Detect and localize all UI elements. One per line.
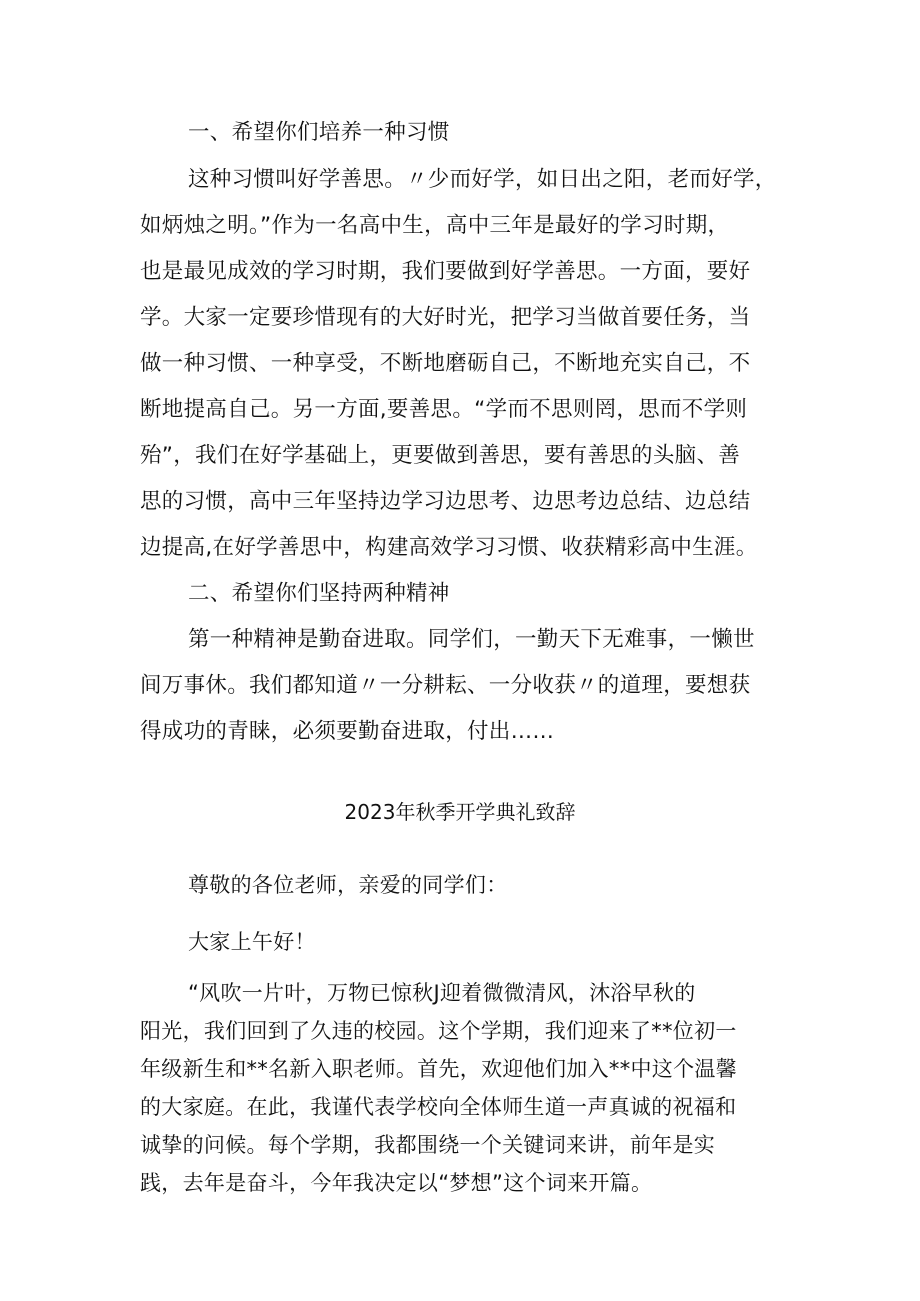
salutation: 尊敬的各位老师，亲爱的同学们：	[188, 873, 508, 897]
paragraph-line: 殆”，我们在好学基础上，更要做到善思，要有善思的头脑、善	[140, 443, 741, 468]
paragraph-line: 得成功的青睐，必须要勤奋进取，付出……	[140, 719, 555, 744]
paragraph-line: 也是最见成效的学习时期，我们要做到好学善思。一方面，要好	[140, 259, 751, 284]
paragraph-line: “风吹一片叶，万物已惊秋J迎着微微清风，沐浴早秋的	[188, 981, 696, 1005]
paragraph-line: 边提高,在好学善思中，构建高效学习习惯、收获精彩高中生涯。	[140, 535, 758, 560]
greeting: 大家上午好！	[188, 930, 316, 954]
section-heading-2: 二、希望你们坚持两种精神	[188, 581, 450, 606]
paragraph-line: 这种习惯叫好学善思。〃少而好学，如日出之阳，老而好学，	[188, 167, 777, 192]
speech-title: 2023年秋季开学典礼致辞	[344, 800, 576, 824]
paragraph-line: 的大家庭。在此，我谨代表学校向全体师生道一声真诚的祝福和	[140, 1095, 737, 1119]
paragraph-line: 年级新生和**名新入职老师。首先，欢迎他们加入**中这个温馨	[140, 1057, 737, 1081]
paragraph-line: 断地提高自己。另一方面,要善思。“学而不思则罔，思而不学则	[140, 397, 748, 422]
paragraph-line: 践，去年是奋斗，今年我决定以“梦想”这个词来开篇。	[140, 1171, 653, 1195]
paragraph-line: 间万事休。我们都知道〃一分耕耘、一分收获〃的道理，要想获	[140, 673, 751, 698]
paragraph-line: 如炳烛之明。”作为一名高中生，高中三年是最好的学习时期，	[140, 213, 730, 238]
section-heading-1: 一、希望你们培养一种习惯	[188, 120, 450, 145]
paragraph-line: 阳光，我们回到了久违的校园。这个学期，我们迎来了**位初一	[140, 1019, 737, 1043]
paragraph-line: 第一种精神是勤奋进取。同学们，一勤天下无难事，一懒世	[188, 627, 755, 652]
paragraph-line: 思的习惯，高中三年坚持边学习边思考、边思考边总结、边总结	[140, 489, 751, 514]
paragraph-line: 做一种习惯、一种享受，不断地磨砺自己，不断地充实自己，不	[140, 351, 751, 376]
paragraph-line: 诚挚的问候。每个学期，我都围绕一个关键词来讲，前年是实	[140, 1133, 716, 1157]
paragraph-line: 学。大家一定要珍惜现有的大好时光，把学习当做首要任务，当	[140, 305, 751, 330]
